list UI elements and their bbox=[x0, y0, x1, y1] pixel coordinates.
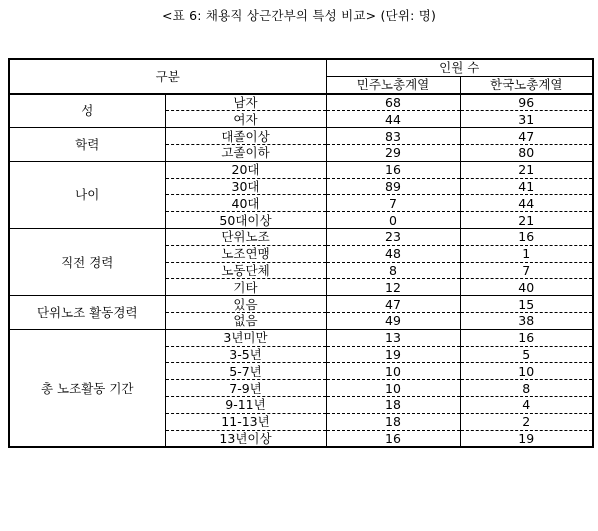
value-col-a: 83 bbox=[326, 128, 460, 145]
value-col-b: 1 bbox=[460, 245, 593, 262]
value-col-b: 2 bbox=[460, 413, 593, 430]
row-subcategory: 11-13년 bbox=[165, 413, 326, 430]
row-subcategory: 기타 bbox=[165, 279, 326, 296]
value-col-a: 23 bbox=[326, 228, 460, 245]
row-subcategory: 노동단체 bbox=[165, 262, 326, 279]
group-label: 직전 경력 bbox=[9, 228, 165, 295]
value-col-b: 7 bbox=[460, 262, 593, 279]
value-col-b: 47 bbox=[460, 128, 593, 145]
group-label: 단위노조 활동경력 bbox=[9, 296, 165, 330]
value-col-b: 21 bbox=[460, 212, 593, 229]
value-col-b: 16 bbox=[460, 228, 593, 245]
value-col-b: 8 bbox=[460, 380, 593, 397]
value-col-b: 96 bbox=[460, 94, 593, 111]
table-row bbox=[9, 94, 593, 111]
row-subcategory: 30대 bbox=[165, 178, 326, 195]
table-row bbox=[9, 128, 593, 145]
table-row bbox=[9, 296, 593, 313]
value-col-a: 68 bbox=[326, 94, 460, 111]
table-row bbox=[9, 161, 593, 178]
row-subcategory: 단위노조 bbox=[165, 228, 326, 245]
value-col-a: 0 bbox=[326, 212, 460, 229]
value-col-b: 41 bbox=[460, 178, 593, 195]
row-subcategory: 대졸이상 bbox=[165, 128, 326, 145]
comparison-table bbox=[8, 58, 594, 448]
row-subcategory: 20대 bbox=[165, 161, 326, 178]
value-col-a: 89 bbox=[326, 178, 460, 195]
value-col-b: 21 bbox=[460, 161, 593, 178]
value-col-b: 44 bbox=[460, 195, 593, 212]
value-col-a: 12 bbox=[326, 279, 460, 296]
header-row bbox=[9, 59, 593, 76]
group-label: 나이 bbox=[9, 161, 165, 228]
row-subcategory: 있음 bbox=[165, 296, 326, 313]
row-subcategory: 여자 bbox=[165, 111, 326, 128]
row-subcategory: 없음 bbox=[165, 312, 326, 329]
group-label: 학력 bbox=[9, 128, 165, 162]
row-subcategory: 3-5년 bbox=[165, 346, 326, 363]
row-subcategory: 고졸이하 bbox=[165, 144, 326, 161]
value-col-a: 48 bbox=[326, 245, 460, 262]
value-col-b: 5 bbox=[460, 346, 593, 363]
value-col-a: 8 bbox=[326, 262, 460, 279]
value-col-b: 31 bbox=[460, 111, 593, 128]
value-col-a: 49 bbox=[326, 312, 460, 329]
value-col-b: 40 bbox=[460, 279, 593, 296]
value-col-a: 19 bbox=[326, 346, 460, 363]
row-subcategory: 9-11년 bbox=[165, 396, 326, 413]
table-row bbox=[9, 329, 593, 346]
header-col-b: 한국노총계열 bbox=[460, 76, 593, 93]
value-col-b: 4 bbox=[460, 396, 593, 413]
row-subcategory: 40대 bbox=[165, 195, 326, 212]
value-col-b: 15 bbox=[460, 296, 593, 313]
table-body bbox=[9, 59, 593, 447]
value-col-a: 10 bbox=[326, 380, 460, 397]
value-col-a: 29 bbox=[326, 144, 460, 161]
row-subcategory: 3년미만 bbox=[165, 329, 326, 346]
value-col-a: 44 bbox=[326, 111, 460, 128]
value-col-b: 10 bbox=[460, 363, 593, 380]
header-category: 구분 bbox=[9, 59, 326, 94]
value-col-a: 18 bbox=[326, 413, 460, 430]
value-col-a: 10 bbox=[326, 363, 460, 380]
value-col-a: 7 bbox=[326, 195, 460, 212]
value-col-b: 16 bbox=[460, 329, 593, 346]
value-col-b: 19 bbox=[460, 430, 593, 447]
value-col-b: 80 bbox=[460, 144, 593, 161]
row-subcategory: 노조연맹 bbox=[165, 245, 326, 262]
row-subcategory: 50대이상 bbox=[165, 212, 326, 229]
header-count: 인원 수 bbox=[326, 59, 593, 76]
row-subcategory: 5-7년 bbox=[165, 363, 326, 380]
value-col-a: 47 bbox=[326, 296, 460, 313]
value-col-a: 13 bbox=[326, 329, 460, 346]
value-col-a: 16 bbox=[326, 161, 460, 178]
header-col-a: 민주노총계열 bbox=[326, 76, 460, 93]
row-subcategory: 7-9년 bbox=[165, 380, 326, 397]
row-subcategory: 13년이상 bbox=[165, 430, 326, 447]
value-col-a: 18 bbox=[326, 396, 460, 413]
table-caption: <표 6: 채용직 상근간부의 특성 비교> (단위: 명) bbox=[161, 8, 437, 23]
value-col-a: 16 bbox=[326, 430, 460, 447]
value-col-b: 38 bbox=[460, 312, 593, 329]
table-row bbox=[9, 228, 593, 245]
group-label: 성 bbox=[9, 94, 165, 128]
row-subcategory: 남자 bbox=[165, 94, 326, 111]
group-label: 총 노조활동 기간 bbox=[9, 329, 165, 447]
